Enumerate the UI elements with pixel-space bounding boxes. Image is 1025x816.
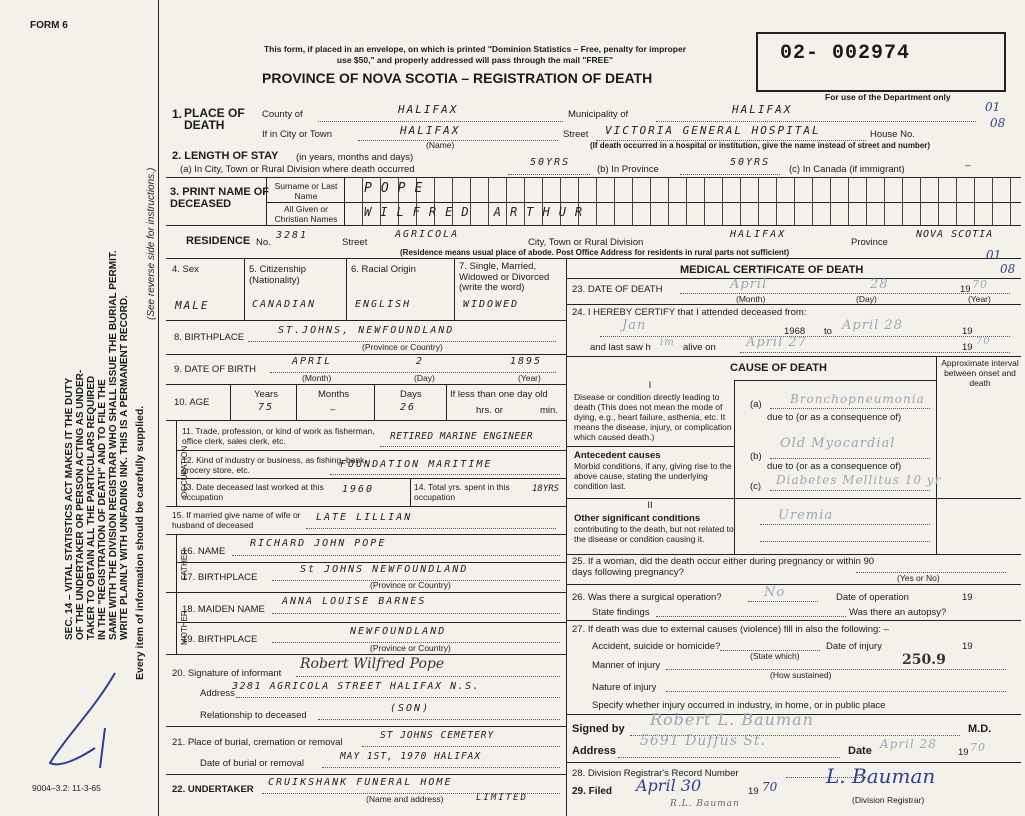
attended-from: Jan xyxy=(622,318,647,333)
cause-a-value: Bronchopneumonia xyxy=(790,392,925,406)
autopsy-label: Was there an autopsy? xyxy=(849,607,947,618)
filed-date: April 30 xyxy=(636,776,702,795)
age-years: 75 xyxy=(258,402,275,413)
sex-label: 4. Sex xyxy=(172,264,199,275)
burial-date: MAY 1ST, 1970 HALIFAX xyxy=(340,751,482,762)
father-birthplace: St JOHNS NEWFOUNDLAND xyxy=(300,564,469,575)
sidebar-border xyxy=(158,0,159,816)
cause-c-value: Diabetes Mellitus 10 yr xyxy=(776,473,942,487)
father-name-label: 16. NAME xyxy=(182,546,226,557)
woman-label: 25. If a woman, did the death occur either during pregnancy or within 90 days following pregnancy? xyxy=(572,556,875,578)
relationship-value: (SON) xyxy=(390,703,431,714)
findings-label: State findings xyxy=(592,607,650,618)
attended-to: April 28 xyxy=(842,318,903,333)
state-which: (State which) xyxy=(750,651,800,661)
informant-address: 3281 AGRICOLA STREET HALIFAX N.S. xyxy=(232,681,481,692)
antecedent-label: Antecedent causes xyxy=(574,450,661,461)
sidebar-line-3: TAKER TO OBTAIN ALL THE PARTICULARS REQUIRED xyxy=(86,375,97,640)
sidebar-line-7: Every item of information should be carefully supplied. xyxy=(134,405,146,680)
death-year: 70 xyxy=(972,278,988,291)
father-side-label: FATHER xyxy=(180,549,189,580)
birthplace-label: 8. BIRTHPLACE xyxy=(174,332,245,343)
form-number: FORM 6 xyxy=(30,20,68,31)
attended-to-year: 19 xyxy=(962,326,973,337)
sidebar-line-2: OF THE UNDERTAKER OR PERSON ACTING AS UNDER- xyxy=(75,369,86,640)
father-birthplace-label: 17. BIRTHPLACE xyxy=(182,572,258,583)
stay-c-value: – xyxy=(965,160,971,171)
last-worked-label: 13. Date deceased last worked at this occupation xyxy=(182,482,324,502)
alive-label: alive on xyxy=(683,342,716,353)
manner-label: Manner of injury xyxy=(592,660,661,671)
how-sustained: (How sustained) xyxy=(770,670,832,680)
sidebar-line-5: SAME WITH THE DIVISION REGISTRAR WHO SHALL ISSUE THE BURIAL PERMIT. xyxy=(108,250,119,640)
antecedent-note: Morbid conditions, if any, giving rise to the above cause, stating the underlying condition last. xyxy=(574,461,732,491)
municipality-value: HALIFAX xyxy=(732,103,793,116)
age-months: – xyxy=(330,404,336,415)
death-day: 28 xyxy=(870,277,889,292)
immediate-label: Disease or condition directly leading to death (This does not mean the mode of dying, e.g., heart failure, asthenia, etc. It means the disease, injury, or complication which caused death.) xyxy=(574,392,732,442)
external-label: 27. If death was due to external causes (violence) fill in also the following: – xyxy=(572,624,889,635)
form-code: 9004–3.2: 11-3-65 xyxy=(32,783,101,793)
sidebar-line-6: WRITE PLAINLY WITH UNFADING INK. THIS IS A PERMANENT RECORD. xyxy=(119,295,130,640)
place-label: PLACE OF DEATH xyxy=(184,106,245,132)
death-date-label: 23. DATE OF DEATH xyxy=(572,284,663,295)
last-worked-value: 1960 xyxy=(342,484,375,495)
registrar-signature: L. Bauman xyxy=(826,764,936,788)
surname-value: POPE xyxy=(364,181,432,196)
stay-b-label: (b) In Province xyxy=(597,164,659,175)
spouse-value: LATE LILLIAN xyxy=(316,512,413,523)
injury-date-label: Date of injury xyxy=(826,641,882,652)
undertaker-value: CRUIKSHANK FUNERAL HOME xyxy=(268,777,453,788)
years-spent-value: 18YRS xyxy=(532,484,560,494)
occupation-side-label: OCCUPATION xyxy=(180,445,189,498)
mother-birthplace: NEWFOUNDLAND xyxy=(350,626,447,637)
dob-month: APRIL xyxy=(292,356,333,367)
relationship-label: Relationship to deceased xyxy=(200,710,307,721)
informant-sig-label: 20. Signature of informant xyxy=(172,668,282,679)
birthplace-note: (Province or Country) xyxy=(362,342,443,352)
city-value: HALIFAX xyxy=(400,124,461,137)
trade-label: 11. Trade, profession, or kind of work as fisherman, office clerk, sales clerk, etc. xyxy=(182,426,375,446)
other-label: Other significant conditions xyxy=(574,513,701,524)
years-spent-label: 14. Total yrs. spent in this occupation xyxy=(414,482,510,502)
form-title: PROVINCE OF NOVA SCOTIA – REGISTRATION OF DEATH xyxy=(262,70,653,86)
residence-note: (Residence means usual place of abode. Post Office Address for residents in rural parts not sufficient) xyxy=(400,248,790,257)
filed-year-prefix: 19 xyxy=(748,786,759,797)
dept-code-4: 08 xyxy=(1000,262,1016,276)
signed-year-prefix: 19 xyxy=(958,747,969,758)
county-value: HALIFAX xyxy=(398,103,459,116)
signed-date: April 28 xyxy=(880,737,937,751)
registrar-stamp: R.L. Bauman xyxy=(670,799,740,809)
undertaker-note: (Name and address) xyxy=(366,794,444,804)
street-label: Street xyxy=(563,129,589,140)
md-label: M.D. xyxy=(968,723,992,735)
age-years-label: Years xyxy=(254,389,278,400)
trade-value: RETIRED MARINE ENGINEER xyxy=(390,431,534,442)
dept-code-2: 08 xyxy=(990,116,1006,130)
sidebar-line-4: IN THE "REGISTRATION OF DEATH" AND TO FILE THE xyxy=(97,379,108,640)
signed-by: Robert L. Bauman xyxy=(650,710,814,729)
registrar-note: (Division Registrar) xyxy=(852,795,925,805)
due-to-label-2: due to (or as a consequence of) xyxy=(767,461,902,472)
residence-no-label: No. xyxy=(256,237,271,248)
place-label-num: 1. xyxy=(172,107,183,121)
death-year-label: (Year) xyxy=(968,294,991,304)
informant-address-label: Address xyxy=(200,688,235,699)
county-label: County of xyxy=(262,109,303,120)
surgery-date-label: Date of operation xyxy=(836,592,909,603)
stay-b-value: 50YRS xyxy=(730,157,771,168)
interval-label: Approximate interval between onset and death xyxy=(941,358,1019,388)
residence-city-label: City, Town or Rural Division xyxy=(528,237,644,248)
house-label: House No. xyxy=(870,129,915,140)
signed-date-label: Date xyxy=(848,745,872,757)
racial-label: 6. Racial Origin xyxy=(351,264,416,275)
sex-value: MALE xyxy=(175,299,210,312)
father-name: RICHARD JOHN POPE xyxy=(250,538,387,549)
residence-street-label: Street xyxy=(342,237,368,248)
residence-label: RESIDENCE xyxy=(186,235,251,247)
dept-code-1: 01 xyxy=(985,100,1001,114)
attended-from-year: 1968 xyxy=(784,326,806,337)
residence-street: AGRICOLA xyxy=(395,229,460,240)
pen-mark xyxy=(35,668,125,778)
alive-year: 70 xyxy=(976,336,991,347)
dob-month-label: (Month) xyxy=(302,373,332,383)
informant-signature: Robert Wilfred Pope xyxy=(300,656,445,672)
name-label: 3. PRINT NAME OF DECEASED xyxy=(170,186,270,210)
death-year-prefix: 19 xyxy=(960,284,971,295)
medical-title: MEDICAL CERTIFICATE OF DEATH xyxy=(680,264,864,276)
nature-label: Nature of injury xyxy=(592,682,657,693)
marital-label: 7. Single, Married, Widowed or Divorced (write the word) xyxy=(459,261,550,293)
residence-province: NOVA SCOTIA xyxy=(916,229,994,240)
hospital-note: (If death occurred in a hospital or institution, give the name instead of street and number) xyxy=(590,141,931,150)
filed-year: 70 xyxy=(762,780,778,794)
dob-day-label: (Day) xyxy=(414,373,435,383)
residence-city: HALIFAX xyxy=(730,229,787,240)
mother-birthplace-label: 19. BIRTHPLACE xyxy=(182,634,258,645)
specify-label: Specify whether injury occurred in industry, in home, or in public place xyxy=(592,700,886,711)
burial-place: ST JOHNS CEMETERY xyxy=(380,730,495,741)
stay-note: (in years, months and days) xyxy=(296,152,414,163)
surname-label: Surname or Last Name xyxy=(274,181,338,201)
other-value: Uremia xyxy=(778,508,834,523)
dob-year: 1895 xyxy=(510,356,543,367)
sidebar-line-1: SEC. 14 – VITAL STATISTICS ACT MAKES IT THE DUTY xyxy=(64,377,75,640)
given-label: All Given or Christian Names xyxy=(274,204,338,224)
burial-date-label: Date of burial or removal xyxy=(200,758,305,769)
city-name-note: (Name) xyxy=(426,140,455,150)
stay-a-label: (a) In City, Town or Rural Division where death occurred xyxy=(180,164,415,175)
stay-c-label: (c) In Canada (if immigrant) xyxy=(789,164,905,175)
given-value: WILFRED ARTHUR xyxy=(364,205,592,219)
age-label: 10. AGE xyxy=(174,397,210,408)
residence-province-label: Province xyxy=(851,237,888,248)
birthplace-value: ST.JOHNS, NEWFOUNDLAND xyxy=(278,325,455,336)
undertaker-extra: LIMITED xyxy=(476,793,528,803)
burial-place-label: 21. Place of burial, cremation or removal xyxy=(172,737,343,748)
municipality-label: Municipality of xyxy=(568,109,629,120)
cause-b-value: Old Myocardial xyxy=(780,436,896,451)
cause-title: CAUSE OF DEATH xyxy=(730,362,827,374)
surgery-label: 26. Was there a surgical operation? xyxy=(572,592,722,603)
age-months-label: Months xyxy=(318,389,350,400)
signed-address: 5691 Duffus St. xyxy=(640,733,767,749)
dob-label: 9. DATE OF BIRTH xyxy=(174,364,256,375)
last-seen-h: im xyxy=(660,337,675,348)
mail-notice-2: use $50," and properly addressed will pass through the mail "FREE" xyxy=(336,55,614,65)
residence-no: 3281 xyxy=(276,230,309,241)
age-hrs-label: hrs. or xyxy=(476,405,503,416)
alive-year-prefix: 19 xyxy=(962,342,973,353)
woman-yes-no: (Yes or No) xyxy=(897,573,940,583)
death-day-label: (Day) xyxy=(856,294,877,304)
city-label: If in City or Town xyxy=(262,129,333,140)
age-days-label: Days xyxy=(400,389,422,400)
mail-notice-1: This form, if placed in an envelope, on which is printed "Dominion Statistics – Free, penalty for improper xyxy=(263,44,687,54)
injury-code: 250.9 xyxy=(902,652,946,668)
alive-on: April 27 xyxy=(746,335,807,350)
dob-year-label: (Year) xyxy=(518,373,541,383)
record-number-label: 28. Division Registrar's Record Number xyxy=(572,768,739,779)
street-value: VICTORIA GENERAL HOSPITAL xyxy=(605,124,821,137)
injury-year-prefix: 19 xyxy=(962,641,973,652)
mother-maiden-label: 18. MAIDEN NAME xyxy=(182,604,265,615)
mother-birthplace-note: (Province or Country) xyxy=(370,643,451,653)
surgery-value: No xyxy=(764,585,786,600)
stay-label: 2. LENGTH OF STAY xyxy=(172,150,279,162)
other-note: contributing to the death, but not related to the disease or condition causing it. xyxy=(574,524,734,544)
spouse-label: 15. If married give name of wife or husband of deceased xyxy=(172,510,301,530)
age-min-label: min. xyxy=(540,405,558,416)
dob-day: 2 xyxy=(416,356,425,367)
mother-maiden: ANNA LOUISE BARNES xyxy=(282,596,427,607)
surname-grid xyxy=(344,177,1021,202)
age-less-label: If less than one day old xyxy=(450,389,548,400)
marital-value: WIDOWED xyxy=(463,299,520,310)
signed-year: 70 xyxy=(970,741,986,754)
father-birthplace-note: (Province or Country) xyxy=(370,580,451,590)
filed-label: 29. Filed xyxy=(572,786,613,797)
citizenship-value: CANADIAN xyxy=(252,299,317,310)
death-month-label: (Month) xyxy=(736,294,766,304)
mother-side-label: MOTHER xyxy=(180,610,189,645)
cause-b-label: (b) xyxy=(750,451,762,462)
industry-value: FOUNDATION MARITIME xyxy=(340,459,493,470)
registration-number: 02- 002974 xyxy=(780,42,911,65)
signed-address-label: Address xyxy=(572,745,617,757)
cause-c-label: (c) xyxy=(750,481,762,492)
signed-label: Signed by xyxy=(572,723,625,735)
cause-section-1: I xyxy=(648,380,652,391)
last-seen-label: and last saw h xyxy=(590,342,651,353)
age-days: 26 xyxy=(400,402,417,413)
cause-a-label: (a) xyxy=(750,399,762,410)
certify-label: 24. I HEREBY CERTIFY that I attended deceased from: xyxy=(572,307,807,318)
cause-section-2: II xyxy=(647,500,653,511)
undertaker-label: 22. UNDERTAKER xyxy=(172,784,254,795)
dept-use-label: For use of the Department only xyxy=(825,92,951,102)
stay-a-value: 50YRS xyxy=(530,157,571,168)
death-month: April xyxy=(730,277,768,292)
dept-code-3: 01 xyxy=(986,248,1002,262)
industry-label: 12. Kind of industry or business, as fishing, bank, grocery store, etc. xyxy=(182,455,367,475)
racial-value: ENGLISH xyxy=(355,299,412,310)
sidebar-line-8: (See reverse side for instructions.) xyxy=(146,167,157,320)
surgery-year-prefix: 19 xyxy=(962,592,973,603)
citizenship-label: 5. Citizenship (Nationality) xyxy=(249,264,307,286)
due-to-label-1: due to (or as a consequence of) xyxy=(767,412,902,423)
accident-label: Accident, suicide or homicide? xyxy=(592,641,721,652)
attended-to-label: to xyxy=(824,326,832,337)
